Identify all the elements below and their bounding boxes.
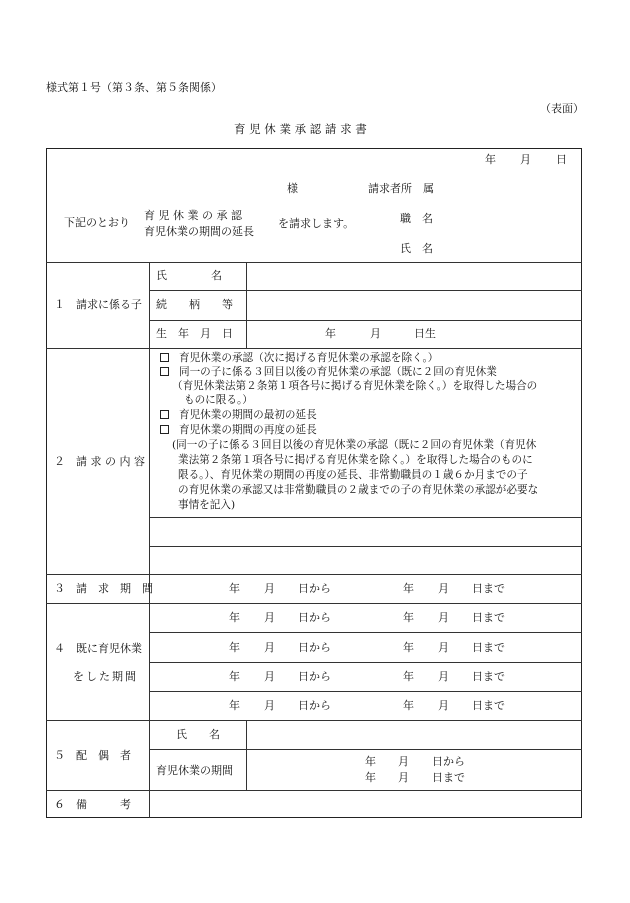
divider [149, 749, 582, 750]
to-year: 年 [403, 670, 414, 683]
child-name-label: 氏 名 [156, 269, 222, 282]
spouse-name-label: 氏 名 [176, 728, 220, 741]
content-option-4: 育児休業の期間の再度の延長 [160, 425, 317, 436]
divider [149, 662, 582, 663]
from-day: 日から [298, 641, 331, 654]
content-line: 業法第２条第１項各号に掲げる育児休業を除く。）を取得した場合のものに [178, 454, 533, 466]
checkbox[interactable] [160, 353, 169, 362]
from-year: 年 [229, 582, 240, 595]
section-5-label: ５ 配 偶 者 [54, 749, 131, 762]
spouse-to-month: 月 [398, 771, 409, 784]
to-year: 年 [403, 641, 414, 654]
to-year: 年 [403, 699, 414, 712]
form-number: 様式第１号（第３条、第５条関係） [46, 81, 222, 94]
divider [46, 262, 582, 263]
divider [149, 632, 582, 633]
spouse-from-month: 月 [398, 755, 409, 768]
content-line: の育児休業の承認又は非常勤職員の２歳までの子の育児休業の承認が必要な [178, 484, 539, 496]
divider [46, 720, 582, 721]
content-line: 限る。）、育児休業の期間の再度の延長、非常勤職員の１歳６か月までの子 [178, 469, 528, 481]
checkbox[interactable] [160, 367, 169, 376]
position-label: 職 名 [400, 212, 433, 225]
to-month: 月 [438, 611, 449, 624]
content-line: 事情を記入) [178, 499, 236, 511]
section-4-label: ４ 既に育児休業 [54, 642, 142, 655]
lead-text: 下記のとおり [64, 216, 130, 229]
spouse-from-day: 日から [432, 755, 465, 768]
from-month: 月 [264, 670, 275, 683]
to-day: 日まで [472, 582, 505, 595]
content-line: (同一の子に係る３回目以後の育児休業の承認（既に２回の育児休業（育児休 [172, 439, 537, 451]
content-option-1: 育児休業の承認（次に掲げる育児休業の承認を除く。） [160, 353, 438, 364]
section-1-label: １ 請求に係る子 [54, 298, 142, 311]
divider [46, 603, 582, 604]
section-2-label: ２ 請 求 の 内 容 [54, 455, 145, 468]
divider [46, 790, 582, 791]
date-day: 日 [556, 153, 567, 166]
spouse-from-year: 年 [365, 755, 376, 768]
requester-name-label: 氏 名 [400, 242, 433, 255]
to-month: 月 [438, 582, 449, 595]
spouse-to-day: 日まで [432, 771, 465, 784]
divider [149, 517, 582, 518]
tail-text: を請求します。 [278, 217, 355, 230]
from-month: 月 [264, 699, 275, 712]
option-approval: 育 児 休 業 の 承 認 [144, 209, 242, 222]
from-day: 日から [298, 670, 331, 683]
dob-month: 月 [370, 327, 381, 340]
from-day: 日から [298, 582, 331, 595]
divider [149, 691, 582, 692]
to-day: 日まで [472, 641, 505, 654]
from-month: 月 [264, 611, 275, 624]
checkbox[interactable] [160, 425, 169, 434]
divider [46, 574, 582, 575]
dob-year: 年 [325, 327, 336, 340]
to-month: 月 [438, 670, 449, 683]
content-line: ものに限る。） [184, 394, 253, 406]
spouse-to-year: 年 [365, 771, 376, 784]
addressee-sama: 様 [287, 182, 298, 195]
to-year: 年 [403, 582, 414, 595]
relationship-label: 続 柄 等 [156, 298, 233, 311]
to-month: 月 [438, 699, 449, 712]
from-month: 月 [264, 641, 275, 654]
content-option-3: 育児休業の期間の最初の延長 [160, 410, 317, 421]
divider [46, 348, 582, 349]
to-day: 日まで [472, 670, 505, 683]
form-side: （表面） [540, 102, 584, 115]
to-month: 月 [438, 641, 449, 654]
birthdate-label: 生 年 月 日 [156, 327, 233, 340]
from-day: 日から [298, 611, 331, 624]
divider [149, 320, 582, 321]
divider [246, 262, 247, 348]
content-option-2: 同一の子に係る３回目以後の育児休業の承認（既に２回の育児休業 [160, 367, 497, 378]
page-title: 育 児 休 業 承 認 請 求 書 [234, 122, 367, 136]
form-table [46, 148, 582, 818]
divider [149, 546, 582, 547]
spouse-leave-period-label: 育児休業の期間 [156, 764, 233, 777]
section-4-label-2: をした期間 [73, 670, 138, 683]
divider [246, 720, 247, 790]
from-day: 日から [298, 699, 331, 712]
to-year: 年 [403, 611, 414, 624]
content-line: （育児休業法第２条第１項各号に掲げる育児休業を除く。）を取得した場合の [172, 380, 538, 392]
requester-dept-label: 請求者所 属 [368, 182, 434, 195]
checkbox[interactable] [160, 410, 169, 419]
from-month: 月 [264, 582, 275, 595]
divider [149, 290, 582, 291]
from-year: 年 [229, 670, 240, 683]
date-month: 月 [520, 153, 531, 166]
section-3-label: ３ 請 求 期 間 [54, 582, 153, 595]
section-6-label: ６ 備 考 [54, 798, 131, 811]
dob-day: 日生 [414, 327, 436, 340]
to-day: 日まで [472, 699, 505, 712]
from-year: 年 [229, 699, 240, 712]
to-day: 日まで [472, 611, 505, 624]
divider [149, 262, 150, 818]
from-year: 年 [229, 611, 240, 624]
from-year: 年 [229, 641, 240, 654]
date-year: 年 [485, 153, 496, 166]
option-extension: 育児休業の期間の延長 [144, 225, 254, 238]
